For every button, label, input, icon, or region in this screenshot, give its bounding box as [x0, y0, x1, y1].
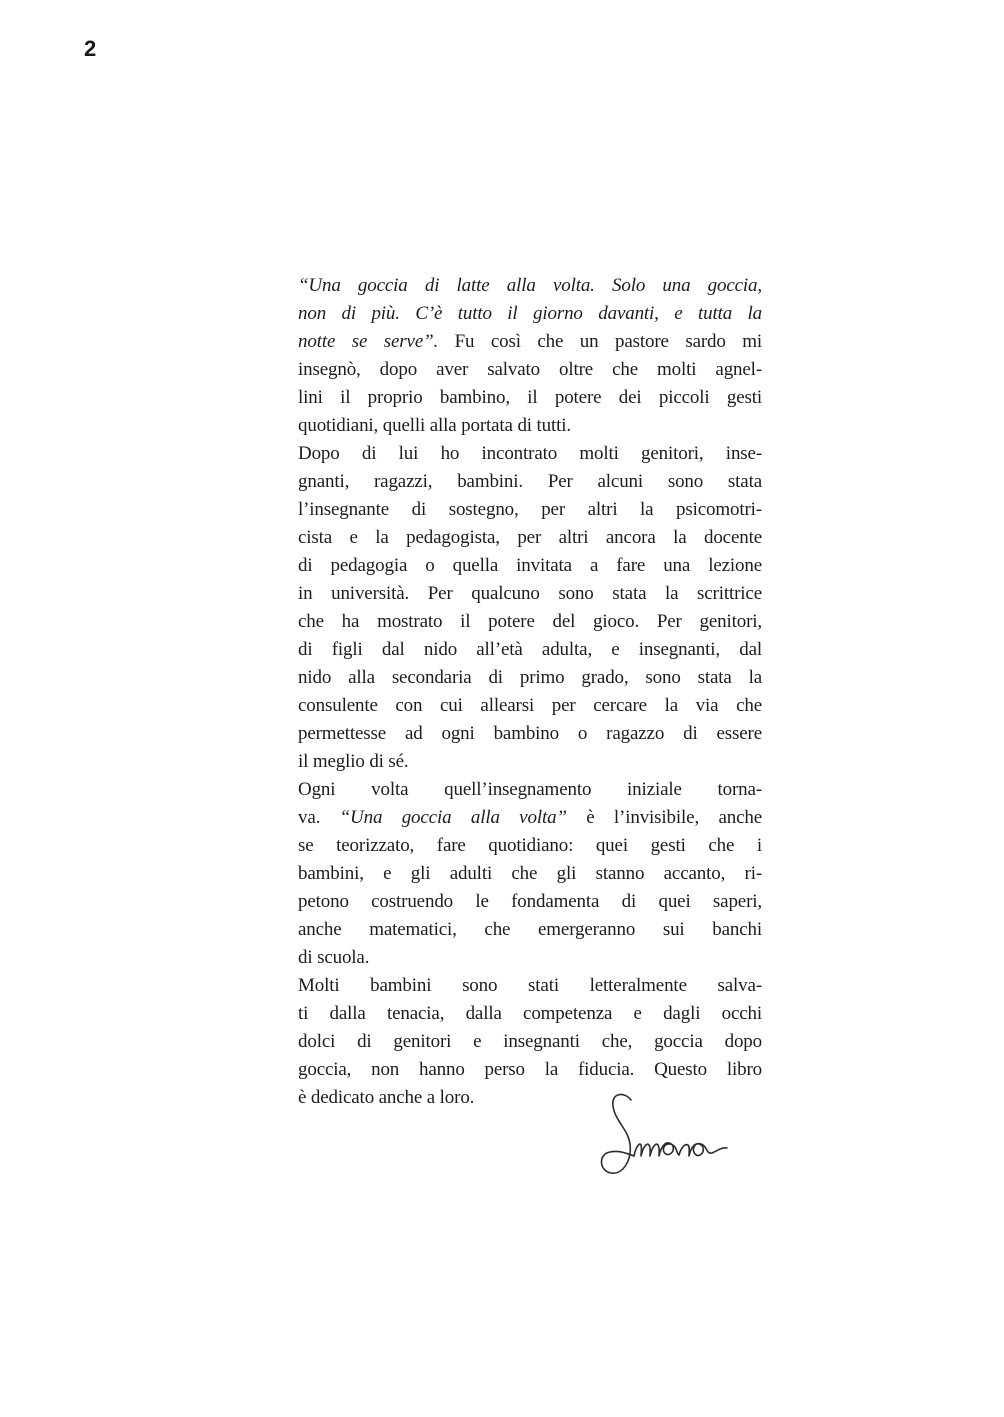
text-line	[298, 384, 762, 412]
text-line	[298, 496, 762, 524]
text-segment: dolci di genitori e insegnanti che, goccia dopo	[298, 1031, 762, 1052]
text-segment: permettesse ad ogni bambino o ragazzo di essere	[298, 723, 762, 744]
page-number: 2	[84, 36, 97, 61]
text-line	[298, 1028, 762, 1056]
text-line	[298, 888, 762, 916]
text-line	[298, 524, 762, 552]
text-line	[298, 776, 762, 804]
text-segment: anche matematici, che emergeranno sui banchi	[298, 919, 762, 940]
text-line	[298, 972, 762, 1000]
italic-text-segment: notte se serve”.	[298, 331, 439, 352]
text-line	[298, 412, 762, 440]
text-line	[298, 1000, 762, 1028]
paragraph	[298, 776, 762, 972]
text-segment: bambini, e gli adulti che gli stanno accanto, ri-	[298, 863, 762, 884]
text-segment: Fu così che un pastore sardo mi	[438, 331, 762, 352]
text-segment: gnanti, ragazzi, bambini. Per alcuni sono stata	[298, 471, 762, 492]
text-segment: l’insegnante di sostegno, per altri la psicomotri-	[298, 499, 762, 520]
text-segment: quotidiani, quelli alla portata di tutti.	[298, 415, 571, 436]
text-segment: lini il proprio bambino, il potere dei piccoli gesti	[298, 387, 762, 408]
text-segment: nido alla secondaria di primo grado, sono stata la	[298, 667, 762, 688]
text-line	[298, 272, 762, 300]
text-segment: è dedicato anche a loro.	[298, 1087, 475, 1108]
text-segment: goccia, non hanno perso la fiducia. Questo libro	[298, 1059, 762, 1080]
text-line	[298, 440, 762, 468]
text-segment: di scuola.	[298, 947, 370, 968]
dedication-text-block	[298, 272, 762, 1112]
paragraph	[298, 440, 762, 776]
text-segment: consulente con cui allearsi per cercare la via che	[298, 695, 762, 716]
italic-text-segment: “Una goccia alla volta”	[339, 807, 567, 828]
text-segment: se teorizzato, fare quotidiano: quei gesti che i	[298, 835, 762, 856]
text-line	[298, 552, 762, 580]
italic-text-segment: “Una goccia di latte alla volta. Solo una goccia,	[298, 275, 762, 296]
text-line	[298, 944, 762, 972]
text-line	[298, 468, 762, 496]
text-line	[298, 860, 762, 888]
text-line	[298, 916, 762, 944]
text-line	[298, 580, 762, 608]
text-segment: va.	[298, 807, 340, 828]
text-line	[298, 720, 762, 748]
signature-drawing	[576, 1090, 748, 1190]
text-segment: insegnò, dopo aver salvato oltre che molti agnel-	[298, 359, 762, 380]
text-segment: il meglio di sé.	[298, 751, 409, 772]
text-line	[298, 636, 762, 664]
text-segment: petono costruendo le fondamenta di quei saperi,	[298, 891, 762, 912]
text-line	[298, 804, 762, 832]
text-segment: cista e la pedagogista, per altri ancora la docente	[298, 527, 762, 548]
text-line	[298, 608, 762, 636]
text-segment: Dopo di lui ho incontrato molti genitori, inse-	[298, 443, 762, 464]
text-segment: di pedagogia o quella invitata a fare una lezione	[298, 555, 762, 576]
text-segment: Molti bambini sono stati letteralmente salva-	[298, 975, 762, 996]
text-segment: Ogni volta quell’insegnamento iniziale torna-	[298, 779, 762, 800]
text-line	[298, 748, 762, 776]
text-line	[298, 1056, 762, 1084]
text-line	[298, 832, 762, 860]
text-line	[298, 664, 762, 692]
text-line	[298, 300, 762, 328]
text-line	[298, 356, 762, 384]
text-segment: di figli dal nido all’età adulta, e insegnanti, dal	[298, 639, 762, 660]
paragraph	[298, 272, 762, 440]
text-segment: ti dalla tenacia, dalla competenza e dagli occhi	[298, 1003, 762, 1024]
text-line	[298, 692, 762, 720]
text-segment: in università. Per qualcuno sono stata la scrittrice	[298, 583, 762, 604]
text-segment: che ha mostrato il potere del gioco. Per genitori,	[298, 611, 762, 632]
handwritten-signature	[576, 1090, 748, 1190]
italic-text-segment: non di più. C’è tutto il giorno davanti, e tutta la	[298, 303, 762, 324]
text-segment: è l’invisibile, anche	[566, 807, 762, 828]
text-line	[298, 328, 762, 356]
